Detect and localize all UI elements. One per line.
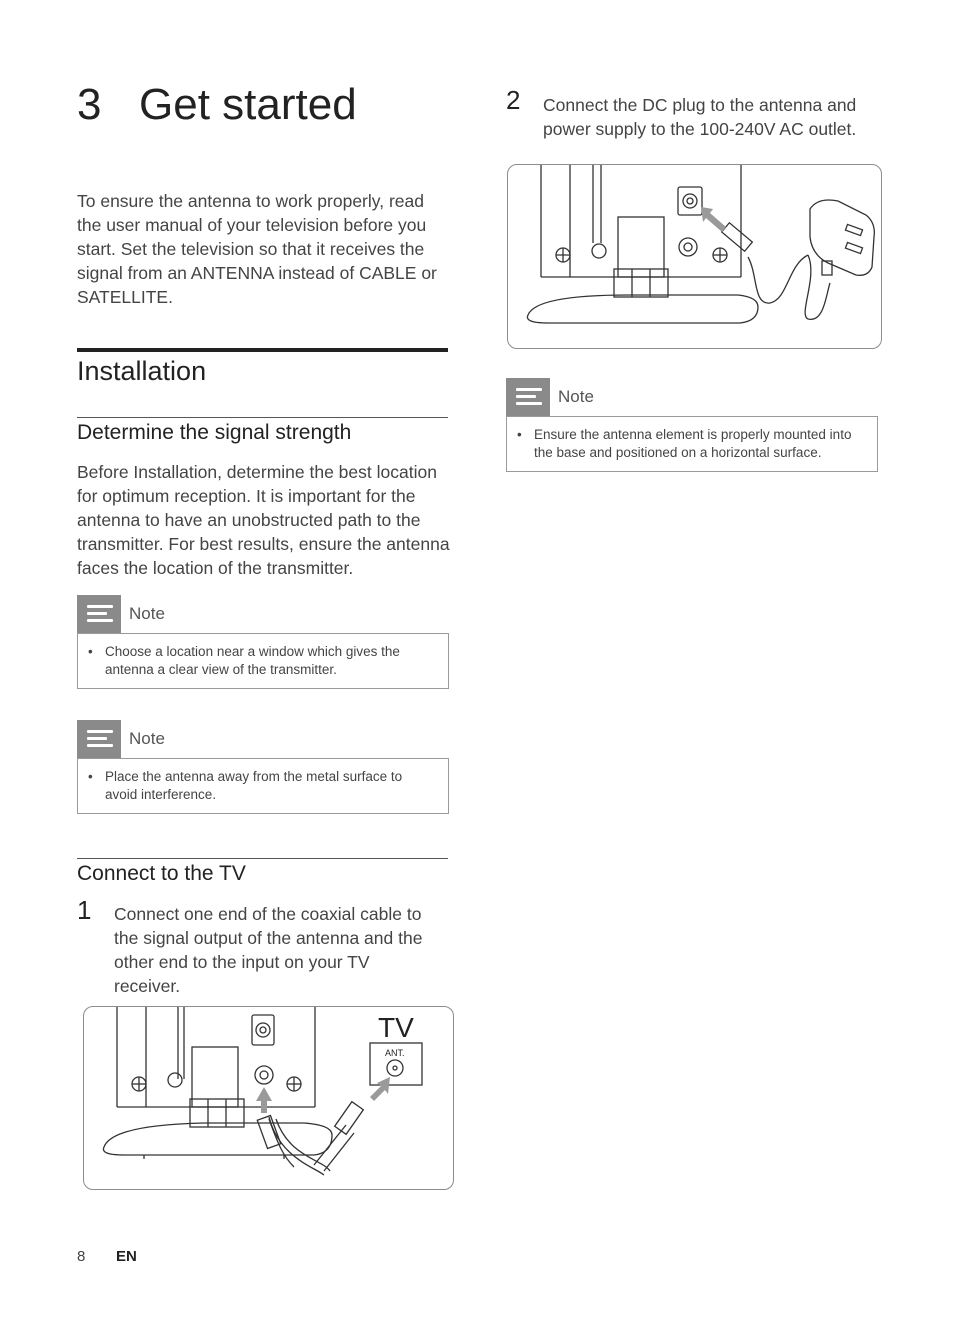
bullet: •	[88, 644, 93, 659]
note-label: Note	[558, 387, 594, 406]
ant-label: ANT.	[385, 1048, 405, 1058]
note-box	[77, 595, 449, 689]
step-number: 1	[77, 895, 92, 925]
bullet: •	[88, 769, 93, 784]
power-adapter-illustration	[508, 165, 881, 348]
step-text: Connect the DC plug to the antenna and power supply to the 100-240V AC outlet.	[543, 95, 857, 139]
subsection-divider	[77, 417, 448, 418]
subsection-divider	[77, 858, 448, 859]
note-box	[77, 720, 449, 814]
note-content	[77, 758, 449, 814]
page-number: 8	[77, 1248, 86, 1265]
subsection-title-signal: Determine the signal strength	[77, 421, 352, 444]
note-icon	[506, 378, 550, 416]
antenna-tv-connection-figure	[83, 1006, 454, 1190]
power-adapter-connection-figure	[507, 164, 882, 349]
antenna-tv-illustration	[84, 1007, 453, 1189]
chapter-number: 3	[77, 80, 102, 129]
note-icon	[77, 595, 121, 633]
note-label: Note	[129, 604, 165, 623]
step-number: 2	[506, 85, 521, 115]
section-divider	[77, 348, 448, 352]
bullet: •	[517, 427, 522, 442]
chapter-title: Get started	[139, 80, 357, 129]
section-title-installation: Installation	[77, 356, 207, 386]
language-code: EN	[116, 1248, 137, 1265]
note-text: Choose a location near a window which gives the antenna a clear view of the transmitter.	[105, 644, 400, 677]
signal-paragraph: Before Installation, determine the best location for optimum reception. It is important for the antenna to have an unobstructed path to the transmitter. For best results, ensure the antenna faces the location of the transmitter.	[77, 462, 450, 578]
note-content	[506, 416, 878, 472]
note-text: Ensure the antenna element is properly mounted into the base and positioned on a horizontal surface.	[534, 427, 852, 460]
intro-paragraph: To ensure the antenna to work properly, read the user manual of your television before you start. Set the television so that it receives the signal from an ANTENNA instead of CABLE or SATELLITE.	[77, 191, 437, 307]
step-text: Connect one end of the coaxial cable to the signal output of the antenna and the other end to the input on your TV receiver.	[114, 904, 423, 996]
chapter-heading	[77, 80, 357, 130]
note-label: Note	[129, 729, 165, 748]
subsection-title-connect: Connect to the TV	[77, 862, 246, 885]
tv-label: TV	[378, 1012, 414, 1043]
note-icon	[77, 720, 121, 758]
note-box	[506, 378, 878, 472]
note-text: Place the antenna away from the metal surface to avoid interference.	[105, 769, 403, 802]
note-content	[77, 633, 449, 689]
